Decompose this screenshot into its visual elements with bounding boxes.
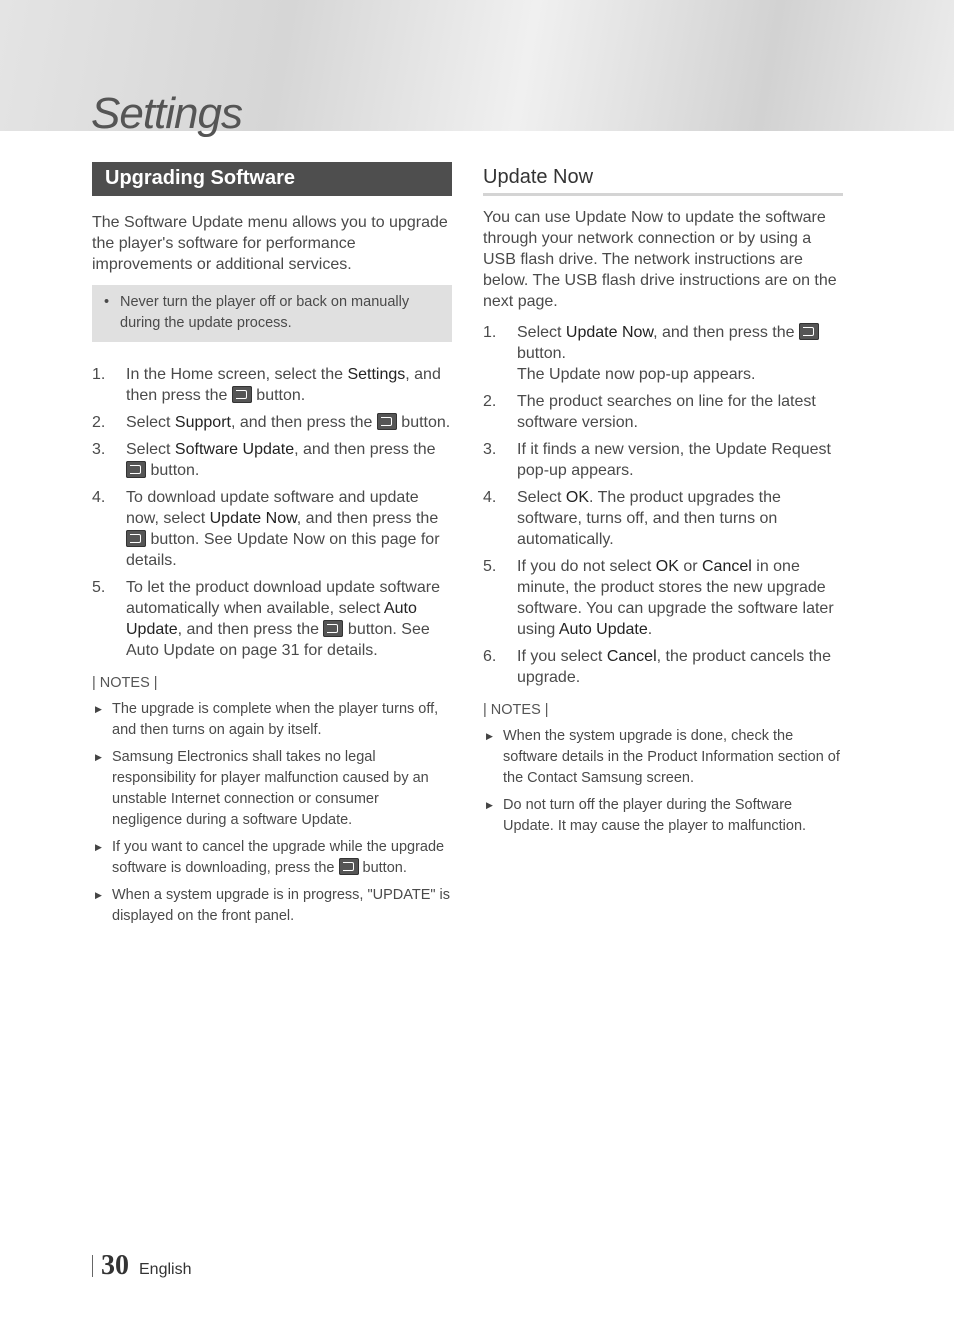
step-number: 1. <box>483 324 497 341</box>
step-text: If you do not select OK or Cancel in one minute, the product stores the new upgrade software. You can upgrade the software later using Auto Update. <box>517 558 834 638</box>
menu-term: OK <box>655 558 679 575</box>
step-text: Select Support, and then press the button. <box>126 414 451 431</box>
right-column <box>483 162 843 843</box>
step-item <box>483 487 843 550</box>
note-text: The upgrade is complete when the player turns off, and then turns on again by itself. <box>112 701 439 738</box>
intro-paragraph: You can use Update Now to update the software through your network connection or by using a USB flash drive. The network instructions are below. The USB flash drive instructions are on the next page. <box>483 209 837 310</box>
step-text: The product searches on line for the latest software version. <box>517 393 816 431</box>
step-item <box>483 391 843 433</box>
step-item <box>92 439 452 481</box>
menu-term: Cancel <box>702 558 752 575</box>
step-item <box>92 412 452 433</box>
step-item <box>92 364 452 406</box>
note-item <box>483 795 843 837</box>
step-number: 6. <box>483 648 497 665</box>
step-item <box>483 646 843 688</box>
step-item <box>483 439 843 481</box>
step-text: Select OK. The product upgrades the software, turns off, and then turns on automatically. <box>517 489 781 548</box>
menu-term: Update Now <box>209 510 297 527</box>
step-text: If you select Cancel, the product cancels the upgrade. <box>517 648 831 686</box>
triangle-right-icon: ▶ <box>95 842 102 852</box>
triangle-right-icon: ▶ <box>95 704 102 714</box>
note-text: Do not turn off the player during the Software Update. It may cause the player to malfunction. <box>503 797 807 834</box>
footer-divider <box>92 1255 93 1277</box>
page-footer <box>92 1250 191 1282</box>
step-text: In the Home screen, select the Settings, and then press the button. <box>126 366 441 404</box>
enter-button-icon <box>232 386 252 403</box>
step-number: 4. <box>92 489 106 506</box>
step-item <box>92 487 452 571</box>
section-title-upgrading-software: Upgrading Software <box>92 162 452 196</box>
menu-term: Update Now <box>565 324 654 341</box>
enter-button-icon <box>126 461 146 478</box>
menu-term: Support <box>174 414 231 431</box>
triangle-right-icon: ▶ <box>486 731 493 741</box>
note-text: Samsung Electronics shall takes no legal responsibility for player malfunction caused by an unstable Internet connection or consumer negligence during a software Update. <box>112 749 429 828</box>
page-title: Settings <box>91 89 242 138</box>
menu-term: OK <box>565 489 590 506</box>
bullet-dot-icon: • <box>104 294 110 310</box>
notes-heading: | NOTES | <box>483 702 549 718</box>
enter-button-icon <box>126 530 146 547</box>
triangle-right-icon: ▶ <box>95 890 102 900</box>
notes-list <box>92 699 452 927</box>
menu-term: Cancel <box>606 648 657 665</box>
step-number: 4. <box>483 489 497 506</box>
section-title-update-now: Update Now <box>483 162 843 196</box>
note-item <box>92 837 452 879</box>
triangle-right-icon: ▶ <box>486 800 493 810</box>
note-text: When the system upgrade is done, check the software details in the Product Information section of the Contact Samsung screen. <box>503 728 840 786</box>
step-item <box>92 577 452 661</box>
notes-list <box>483 726 843 837</box>
note-text: When a system upgrade is in progress, "UPDATE" is displayed on the front panel. <box>112 887 451 924</box>
step-item <box>483 556 843 640</box>
notes-heading: | NOTES | <box>92 675 158 691</box>
step-number: 5. <box>483 558 497 575</box>
step-number: 3. <box>483 441 497 458</box>
step-text: To let the product download update software automatically when available, select Auto Update, and then press the button. See Auto Update on page 31 for details. <box>126 579 440 659</box>
page-number: 30 <box>101 1250 129 1281</box>
step-text: Select Software Update, and then press the button. <box>126 441 436 479</box>
steps-list <box>92 364 452 661</box>
step-number: 1. <box>92 366 106 383</box>
caution-text: Never turn the player off or back on manually during the update process. <box>120 294 410 331</box>
note-item <box>92 699 452 741</box>
note-item <box>92 885 452 927</box>
step-number: 5. <box>92 579 106 596</box>
menu-term: Settings <box>347 366 406 383</box>
note-text: If you want to cancel the upgrade while the upgrade software is downloading, press the button. <box>112 839 445 876</box>
enter-button-icon <box>377 413 397 430</box>
steps-list <box>483 322 843 688</box>
menu-term: Software Update <box>174 441 295 458</box>
enter-button-icon <box>799 323 819 340</box>
menu-term: Auto Update <box>126 600 417 638</box>
note-item <box>92 747 452 831</box>
left-column <box>92 162 452 933</box>
step-item <box>483 322 843 385</box>
caution-box <box>92 285 452 342</box>
menu-term: Auto Update <box>558 621 648 638</box>
step-text: If it finds a new version, the Update Request pop-up appears. <box>517 441 831 479</box>
enter-button-icon <box>339 858 359 875</box>
step-number: 2. <box>483 393 497 410</box>
language-label: English <box>139 1261 192 1278</box>
step-number: 2. <box>92 414 106 431</box>
note-item <box>483 726 843 789</box>
step-text: To download update software and update now, select Update Now, and then press the button. See Update Now on this page for details. <box>126 489 440 569</box>
enter-button-icon <box>323 620 343 637</box>
triangle-right-icon: ▶ <box>95 752 102 762</box>
step-text: Select Update Now, and then press the button. The Update now pop-up appears. <box>517 322 843 385</box>
intro-paragraph: The Software Update menu allows you to upgrade the player's software for performance improvements or additional services. <box>92 214 448 273</box>
step-number: 3. <box>92 441 106 458</box>
